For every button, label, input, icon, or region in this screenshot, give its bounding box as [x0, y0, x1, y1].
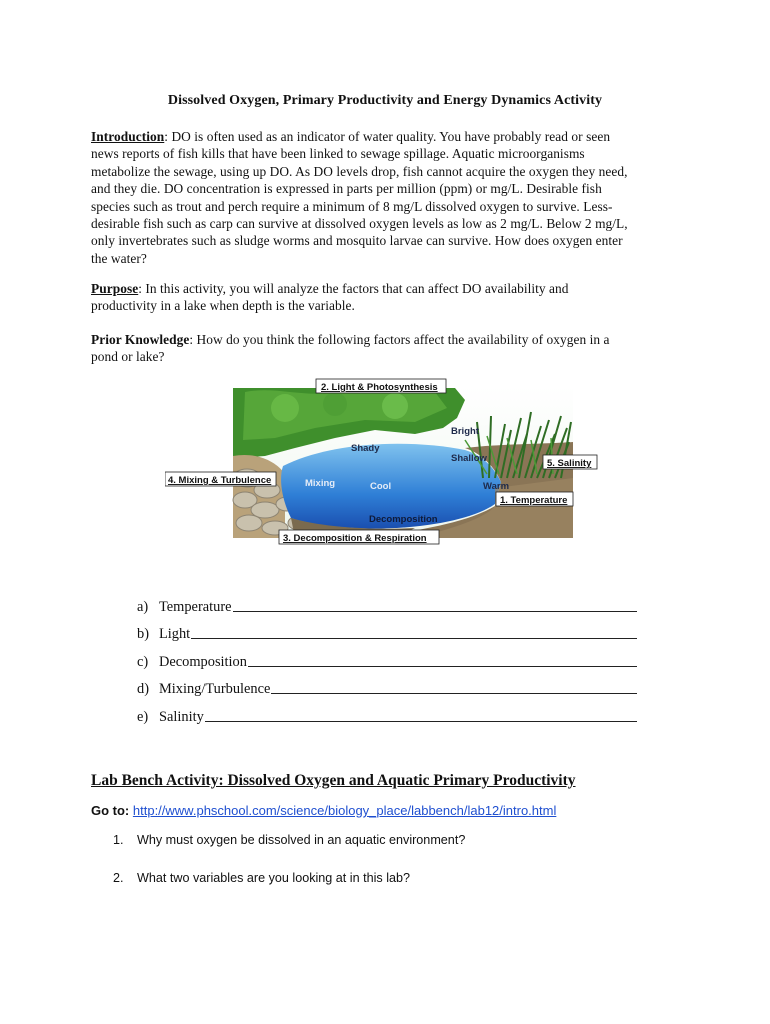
answer-line-light[interactable]	[191, 638, 637, 639]
word-cool: Cool	[370, 481, 392, 492]
answer-line-mixing[interactable]	[271, 693, 637, 694]
document-title: Dissolved Oxygen, Primary Productivity and Energy Dynamics Activity	[167, 93, 603, 108]
answer-line-decomposition[interactable]	[248, 666, 637, 667]
svg-text:4. Mixing & Turbulence: 4. Mixing & Turbulence	[168, 475, 272, 486]
prior-knowledge-line: Prior Knowledge: How do you think the following factors affect the availability of oxygen in a	[91, 332, 610, 347]
introduction-label: Introduction	[91, 129, 165, 144]
factor-row-light: b) Light	[137, 616, 637, 644]
introduction-paragraph	[91, 128, 681, 267]
introduction-line: metabolize the sewage, using up DO. As DO levels drop, fish cannot acquire the oxygen they need,	[91, 163, 628, 179]
introduction-line: only invertebrates such as sludge worms and mosquito larvae can survive. How does oxygen enter	[91, 233, 623, 249]
goto-label: Go to:	[91, 803, 130, 818]
word-decomposition: Decomposition	[369, 514, 438, 525]
introduction-line: and they die. DO concentration is expressed in parts per million (ppm) or mg/L. Desirable fish	[91, 181, 602, 197]
goto-line	[91, 803, 556, 818]
svg-text:1. Temperature: 1. Temperature	[500, 495, 568, 506]
introduction-line: species such as trout and perch require a minimum of 8 mg/L dissolved oxygen to survive. Less-	[91, 198, 613, 214]
prior-knowledge-label: Prior Knowledge	[91, 332, 190, 347]
prior-knowledge-line: pond or lake?	[91, 349, 165, 365]
purpose-label: Purpose	[91, 281, 139, 296]
label-decomposition	[279, 530, 439, 544]
introduction-line: news reports of fish kills that have been linked to sewage spillage. Aquatic microorganisms	[91, 146, 585, 162]
word-bright: Bright	[451, 426, 479, 437]
factor-answer-list	[137, 588, 637, 726]
label-mixing	[165, 472, 276, 486]
factor-row-salinity: e) Salinity	[137, 698, 637, 726]
word-shallow: Shallow	[451, 453, 487, 464]
factor-row-mixing: d) Mixing/Turbulence	[137, 671, 637, 699]
introduction-line: Introduction: DO is often used as an indicator of water quality. You have probably read or seen	[91, 129, 611, 144]
question-1: 1. Why must oxygen be dissolved in an aquatic environment?	[113, 833, 466, 847]
introduction-line: desirable fish such as carp can survive at dissolved oxygen levels as low as 2 mg/L. Below 2 mg/L,	[91, 216, 628, 232]
purpose-paragraph	[91, 280, 681, 315]
purpose-line: Purpose: In this activity, you will analyze the factors that can affect DO availability and	[91, 281, 569, 296]
introduction-line: the water?	[91, 250, 147, 266]
word-warm: Warm	[483, 481, 510, 492]
factor-row-temperature: a) Temperature	[137, 588, 637, 616]
answer-line-temperature[interactable]	[233, 611, 637, 612]
factor-row-decomposition: c) Decomposition	[137, 643, 637, 671]
svg-text:5. Salinity: 5. Salinity	[547, 458, 592, 469]
label-light	[316, 379, 446, 393]
lab-bench-title: Lab Bench Activity: Dissolved Oxygen and Aquatic Primary Productivity	[91, 772, 576, 789]
prior-knowledge-paragraph	[91, 331, 681, 366]
label-temperature	[496, 492, 573, 506]
label-salinity	[543, 455, 597, 469]
purpose-line: productivity in a lake when depth is the variable.	[91, 298, 355, 314]
word-mixing: Mixing	[305, 478, 336, 489]
svg-text:3. Decomposition & Respiration: 3. Decomposition & Respiration	[283, 533, 427, 544]
svg-text:2. Light & Photosynthesis: 2. Light & Photosynthesis	[321, 382, 438, 393]
pond-diagram	[165, 378, 605, 546]
answer-line-salinity[interactable]	[205, 721, 637, 722]
lab-bench-link[interactable]: http://www.phschool.com/science/biology_place/labbench/lab12/intro.html	[132, 803, 557, 818]
question-2: 2. What two variables are you looking at in this lab?	[113, 871, 411, 885]
word-shady: Shady	[351, 443, 380, 454]
